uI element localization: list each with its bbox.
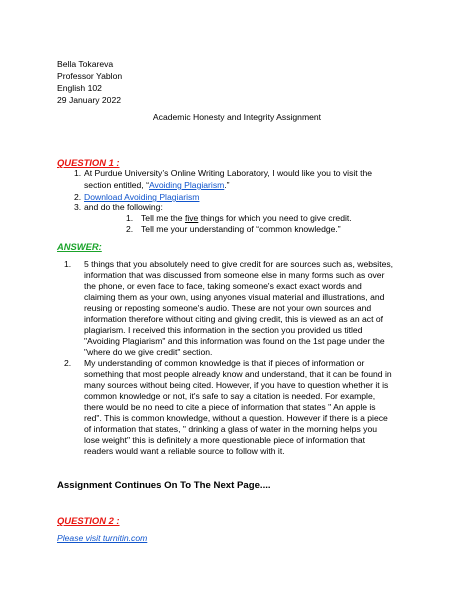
answer-item-2-line: many sources without being cited. However, if you have to question whether it is xyxy=(84,380,389,390)
answer-item-1-line: plagiarism. I received this information in the section you provided us titled xyxy=(84,325,363,335)
document-date: 29 January 2022 xyxy=(57,95,122,105)
q1-item-3-text: and do the following: xyxy=(84,202,163,212)
q1-subitem-1-before: Tell me the xyxy=(141,213,185,223)
q1-subitem-2-number: 2. xyxy=(126,224,134,234)
q1-item-1-suffix: .” xyxy=(224,180,230,190)
answer-item-2-line: there would be no need to cite a piece of information that states " An apple is xyxy=(84,402,376,412)
answer-item-2-line: something that most people already know and understand, that it can be found in xyxy=(84,369,392,379)
q1-item-1-prefix: section entitled, “ xyxy=(84,180,149,190)
q1-subitem-1-number: 1. xyxy=(126,213,134,223)
q1-item-1-number: 1. xyxy=(74,168,82,178)
student-name: Bella Tokareva xyxy=(57,59,114,69)
q1-subitem-1-after: things for which you need to give credit. xyxy=(198,213,352,223)
assignment-continues-note: Assignment Continues On To The Next Page.... xyxy=(57,480,271,491)
q1-item-1-line2 xyxy=(84,180,230,191)
q1-subitem-1-text xyxy=(141,213,352,224)
professor-name: Professor Yablon xyxy=(57,71,123,81)
download-avoiding-plagiarism-link[interactable]: Download Avoiding Plagiarism xyxy=(84,192,200,202)
answer-item-1-number: 1. xyxy=(64,259,72,269)
answer-item-1-line: the phone, or even face to face, taking someone's exact exact words and xyxy=(84,281,362,291)
turnitin-link-prefix: Please visit xyxy=(57,533,103,543)
question-2-heading: QUESTION 2 : xyxy=(57,515,120,526)
answer-item-1-line: claiming them as your own, using anyones visual material and illustrations, and xyxy=(84,292,385,302)
course-name: English 102 xyxy=(57,83,102,93)
answer-heading: ANSWER: xyxy=(57,241,102,252)
q1-subitem-2-text: Tell me your understanding of “common knowledge.” xyxy=(141,224,341,234)
document-title: Academic Honesty and Integrity Assignment xyxy=(152,112,322,122)
q1-subitem-1-emphasis: five xyxy=(184,213,199,223)
question-1-heading: QUESTION 1 : xyxy=(57,157,120,168)
answer-item-1-line: 5 things that you absolutely need to give credit for are sources such as, websites, xyxy=(84,259,394,269)
answer-item-1-line: information that was discussed from someone else in many forms such as over xyxy=(84,270,385,280)
answer-item-2-line: readers would want a reliable source to follow with it. xyxy=(84,446,285,456)
answer-item-1-line: "Avoiding Plagiarism" and this information was found on the 1st page under the xyxy=(84,336,385,346)
answer-item-2-number: 2. xyxy=(64,358,72,368)
turnitin-link-text[interactable]: turnitin.com xyxy=(102,533,148,543)
turnitin-link[interactable] xyxy=(57,533,147,544)
q1-item-1-line1: At Purdue University’s Online Writing Laboratory, I would like you to visit the xyxy=(84,168,373,178)
answer-item-2-line: of information that states, " drinking a glass of water in the morning helps you xyxy=(84,424,378,434)
q1-item-2-number: 2. xyxy=(74,192,82,202)
answer-item-2-line: lose weight" this is definitely a more questionable piece of information that xyxy=(84,435,366,445)
answer-item-1-line: "where do we give credit" section. xyxy=(84,347,213,357)
q1-item-3-number: 3. xyxy=(74,202,82,212)
answer-item-2-line: red". This is common knowledge, without a question. However if there is a piece xyxy=(84,413,388,423)
answer-item-2-line: My understanding of common knowledge is that if pieces of information or xyxy=(84,358,365,368)
answer-item-2-line: common knowledge or not, it's safe to say a citation is needed. For example, xyxy=(84,391,376,401)
avoiding-plagiarism-link[interactable]: Avoiding Plagiarism xyxy=(148,180,225,190)
answer-item-1-line: information therefore without citing and giving credit, this is viewed as an act of xyxy=(84,314,384,324)
answer-item-1-line: reusing or reposting someone's audio. These are not your own sources and xyxy=(84,303,372,313)
